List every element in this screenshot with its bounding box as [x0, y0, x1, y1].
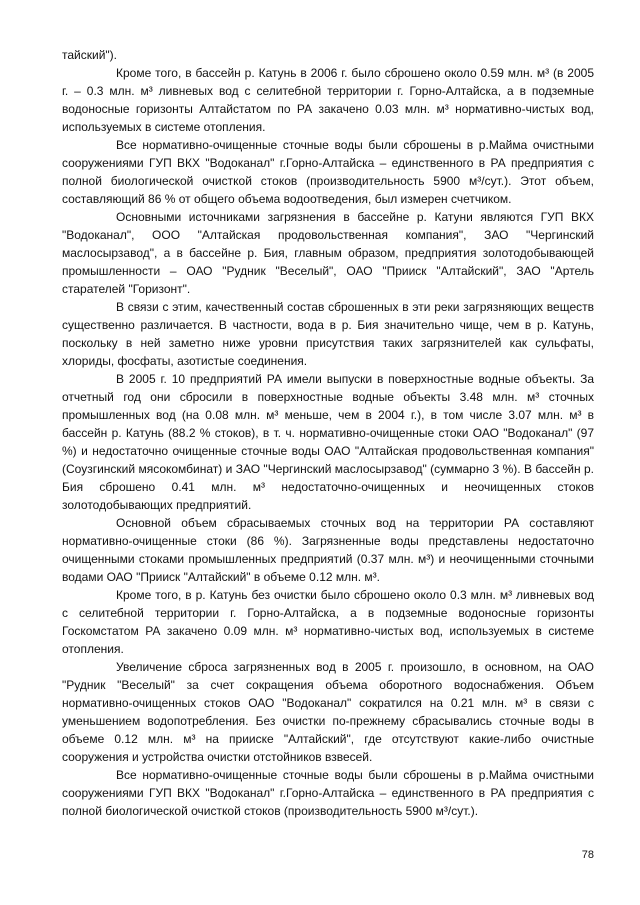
- paragraph: Кроме того, в р. Катунь без очистки было сброшено около 0.3 млн. м³ ливневых вод с селитебной территории г. Горно-Алтайска, а в подземные водоносные горизонты Госкомстатом РА закачено 0.09 млн. м³ нормативно-чистых вод, используемых в системе отопления.: [62, 588, 594, 656]
- paragraph: Все нормативно-очищенные сточные воды были сброшены в р.Майма очистными сооружениями ГУП ВКХ "Водоканал" г.Горно-Алтайска – единственного в РА предприятия с полной биологической очисткой стоков (производительность 5900 м³/сут.). Этот объем, составляющий 86 % от общего объема водоотведения, был измерен счетчиком.: [62, 138, 594, 206]
- paragraph-continuation: тайский").: [62, 48, 117, 62]
- paragraph: В 2005 г. 10 предприятий РА имели выпуски в поверхностные водные объекты. За отчетный год они сбросили в поверхностные водные объекты 3.48 млн. м³ сточных промышленных вод (на 0.08 млн. м³ меньше, чем в 2004 г.), в том числе 3.07 млн. м³ в бассейн р. Катунь (88.2 % стоков), в т. ч. нормативно-очищенные стоки ОАО "Водоканал" (97 %) и недостаточно очищенные сточные воды ОАО "Алтайская продовольственная компания" (Соузгинский мясокомбинат) и ЗАО "Чергинский маслосырзавод" (суммарно 3 %). В бассейн р. Бия сброшено 0.41 млн. м³ недостаточно-очищенных и неочищенных стоков золотодобывающих предприятий.: [62, 372, 594, 512]
- paragraph: Все нормативно-очищенные сточные воды были сброшены в р.Майма очистными сооружениями ГУП ВКХ "Водоканал" г.Горно-Алтайска – единственного в РА предприятия с полной биологической очисткой стоков (производительность 5900 м³/сут.).: [62, 768, 594, 818]
- paragraph: Основной объем сбрасываемых сточных вод на территории РА составляют нормативно-очищенные стоки (86 %). Загрязненные воды представлены недостаточно очищенными стоками промышленных предприятий (0.37 млн. м³) и неочищенными сточными водами ОАО "Прииск "Алтайский" в объеме 0.12 млн. м³.: [62, 516, 594, 584]
- paragraph: В связи с этим, качественный состав сброшенных в эти реки загрязняющих веществ существенно различается. В частности, вода в р. Бия значительно чище, чем в р. Катунь, поскольку в ней заметно ниже уровни присутствия таких загрязнителей как сульфаты, хлориды, фосфаты, азотистые соединения.: [62, 300, 594, 368]
- paragraph: Кроме того, в бассейн р. Катунь в 2006 г. было сброшено около 0.59 млн. м³ (в 2005 г. – 0.3 млн. м³ ливневых вод с селитебной территории г. Горно-Алтайска, а в подземные водоносные горизонты Алтайстатом по РА закачено 0.03 млн. м³ нормативно-чистых вод, используемых в системе отопления.: [62, 66, 594, 134]
- page-number: 78: [581, 849, 594, 861]
- document-page: [62, 46, 594, 820]
- paragraph: Основными источниками загрязнения в бассейне р. Катуни являются ГУП ВКХ "Водоканал", ООО "Алтайская продовольственная компания", ЗАО "Чергинский маслосырзавод", а в бассейне р. Бия, главным образом, предприятия золотодобывающей промышленности – ОАО "Рудник "Веселый", ОАО "Прииск "Алтайский", ЗАО "Артель старателей "Горизонт".: [62, 210, 594, 296]
- paragraph: Увеличение сброса загрязненных вод в 2005 г. произошло, в основном, на ОАО "Рудник "Веселый" за счет сокращения объема оборотного водоснабжения. Объем нормативно-очищенных стоков ОАО "Водоканал" сократился на 0.21 млн. м³ в связи с уменьшением водопотребления. Без очистки по-прежнему сбрасывались сточные воды в объеме 0.12 млн. м³ на прииске "Алтайский", где отсутствуют какие-либо очистные сооружения и устройства очистки отстойников взвесей.: [62, 660, 594, 764]
